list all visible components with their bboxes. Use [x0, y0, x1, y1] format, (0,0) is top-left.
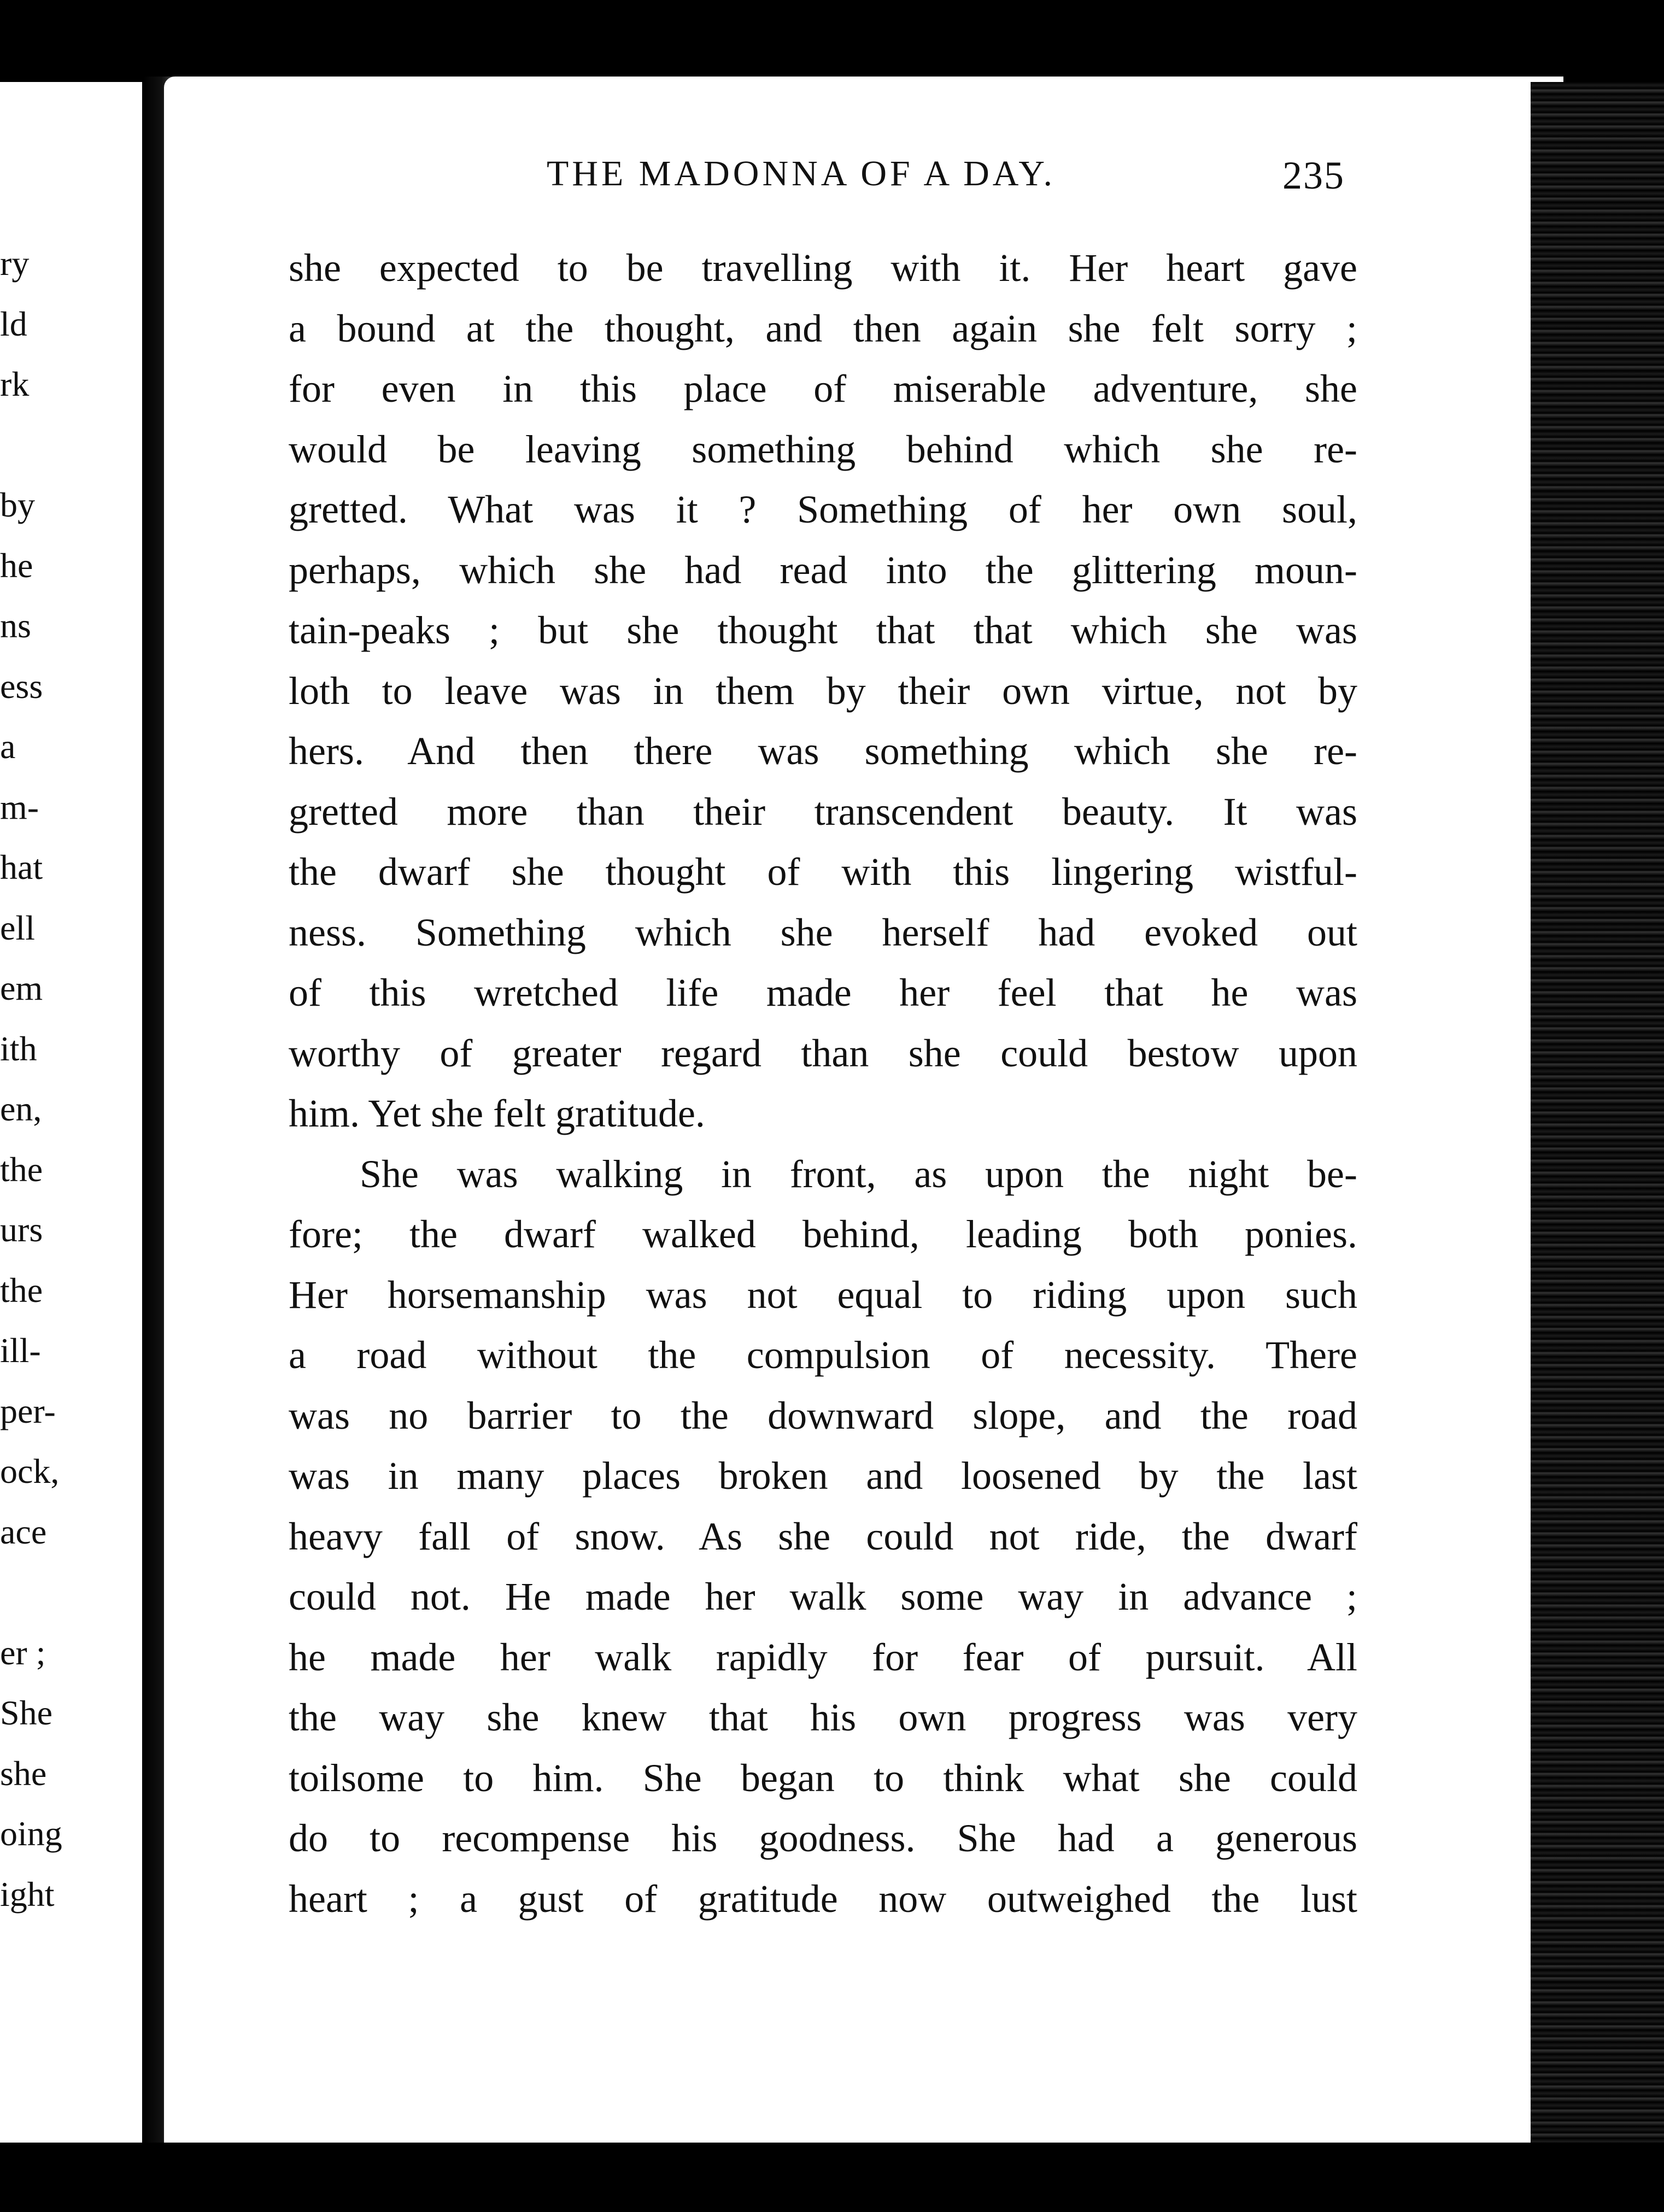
facing-page-fragment: ld [0, 304, 27, 343]
facing-page-fragment: the [0, 1270, 43, 1310]
text-line: could not. He made her walk some way in advance ; [289, 1575, 1357, 1618]
text-line: gretted. What was it ? Something of her own soul, [289, 488, 1357, 531]
text-line: tain-peaks ; but she thought that that which she was [289, 608, 1357, 652]
text-line: was no barrier to the downward slope, and the road [289, 1393, 1357, 1437]
page-number: 235 [1282, 154, 1345, 197]
facing-page-fragment: the [0, 1149, 43, 1189]
facing-page-fragment: ace [0, 1512, 47, 1551]
text-line: gretted more than their transcendent beauty. It was [289, 789, 1357, 834]
facing-page-fragment: per- [0, 1391, 56, 1430]
facing-page-fragment: ith [0, 1029, 37, 1068]
facing-page-fragment: by [0, 485, 35, 524]
running-header [519, 153, 1361, 202]
right-page-edge [1531, 82, 1664, 2212]
facing-page-fragment: hat [0, 848, 43, 887]
bottom-scan-border [164, 2143, 1664, 2212]
text-line: heart ; a gust of gratitude now outweighed the lust [289, 1876, 1357, 1921]
body-text [289, 238, 1357, 1929]
facing-page-fragment: m- [0, 787, 39, 826]
facing-page-fragment: ry [0, 244, 30, 283]
text-line: worthy of greater regard than she could bestow upon [289, 1031, 1357, 1075]
facing-page-fragment: em [0, 969, 43, 1007]
text-line: a bound at the thought, and then again she felt sorry ; [289, 306, 1357, 350]
text-line: fore; the dwarf walked behind, leading both ponies. [289, 1212, 1357, 1256]
facing-page-fragment: ess [0, 666, 43, 706]
text-line: the way she knew that his own progress was very [289, 1695, 1357, 1739]
text-line: She was walking in front, as upon the night be- [360, 1152, 1357, 1196]
facing-page-fragment: ock, [0, 1452, 60, 1491]
text-line: heavy fall of snow. As she could not ride, the dwarf [289, 1514, 1357, 1558]
text-line: hers. And then there was something which she re- [289, 729, 1357, 773]
text-line: the dwarf she thought of with this lingering wistful- [289, 850, 1357, 894]
facing-page-fragment: a [0, 727, 16, 766]
facing-page-fragment: ight [0, 1874, 55, 1914]
facing-page-fragment: She [0, 1693, 52, 1732]
text-line: him. Yet she felt gratitude. [289, 1092, 705, 1135]
text-line: would be leaving something behind which she re- [289, 427, 1357, 471]
running-title: THE MADONNA OF A DAY. [547, 154, 1056, 193]
text-line: of this wretched life made her feel that he was [289, 971, 1357, 1014]
facing-page-fragment: rk [0, 365, 30, 403]
facing-page-fragment: she [0, 1753, 47, 1793]
text-line: ness. Something which she herself had evoked out [289, 910, 1357, 954]
facing-page-fragment: he [0, 545, 33, 585]
facing-page-fragment: en, [0, 1089, 42, 1128]
text-line: was in many places broken and loosened by the last [289, 1454, 1357, 1498]
text-line: do to recompense his goodness. She had a generous [289, 1816, 1357, 1860]
text-line: she expected to be travelling with it. Her heart gave [289, 246, 1357, 290]
facing-page-edge [0, 82, 142, 2143]
facing-page-fragment: urs [0, 1210, 43, 1249]
facing-page-fragment: er ; [0, 1633, 46, 1672]
text-line: loth to leave was in them by their own virtue, not by [289, 668, 1357, 713]
text-line: toilsome to him. She began to think what she could [289, 1756, 1357, 1800]
text-line: a road without the compulsion of necessity. There [289, 1333, 1357, 1377]
text-line: he made her walk rapidly for fear of pursuit. All [289, 1635, 1357, 1679]
facing-page-fragment: ns [0, 606, 31, 645]
text-line: Her horsemanship was not equal to riding upon such [289, 1272, 1357, 1317]
text-line: perhaps, which she had read into the glittering moun- [289, 548, 1357, 592]
facing-page-fragment: ell [0, 908, 35, 947]
facing-page-fragment: oing [0, 1814, 62, 1853]
text-line: for even in this place of miserable adventure, she [289, 367, 1357, 410]
facing-page-fragment: ill- [0, 1331, 41, 1370]
